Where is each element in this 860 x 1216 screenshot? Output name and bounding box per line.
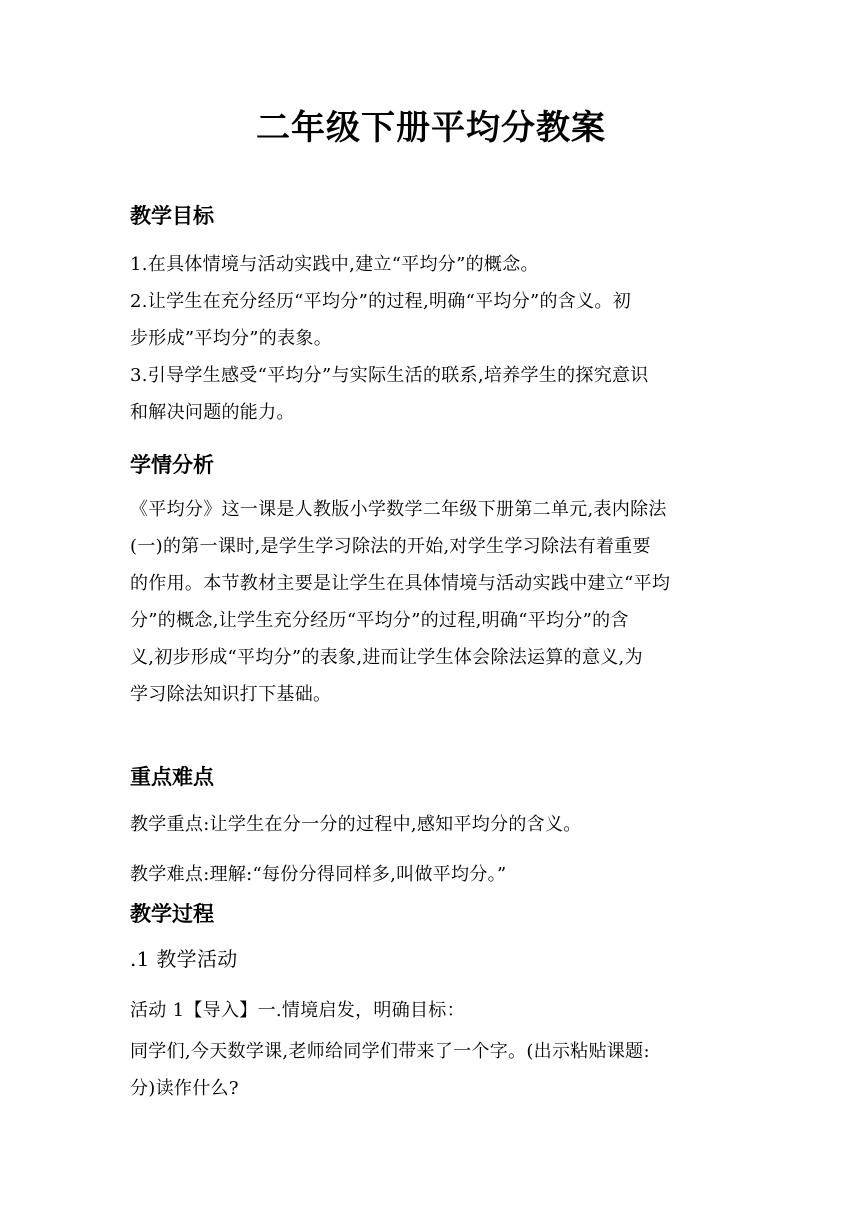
text-line: (一)的第一课时,是学生学习除法的开始,对学生学习除法有着重要 [130, 536, 651, 557]
text-line: 同学们,今天数学课,老师给同学们带来了一个字。(出示粘贴课题: [130, 1041, 650, 1062]
section-body-key-points [130, 806, 732, 893]
text-line: 教学重点:让学生在分一分的过程中,感知平均分的含义。 [130, 814, 582, 835]
section-heading-process: 教学过程 [130, 902, 214, 926]
section-body-process [130, 1033, 732, 1107]
text-line: 《平均分》这一课是人教版小学数学二年级下册第二单元,表内除法 [130, 499, 667, 520]
text-line: 的作用。本节教材主要是让学生在具体情境与活动实践中建立“平均 [130, 573, 671, 594]
text-line: 教学难点:理解:“每份分得同样多,叫做平均分。” [130, 864, 507, 885]
section-heading-analysis: 学情分析 [130, 453, 214, 477]
text-line: 学习除法知识打下基础。 [130, 684, 332, 705]
text-line: 步形成”平均分”的表象。 [130, 328, 333, 349]
section-heading-key-points: 重点难点 [130, 765, 214, 789]
text-line: 分)读作什么? [130, 1078, 239, 1099]
section-heading-objectives: 教学目标 [130, 204, 214, 228]
text-line: 3.引导学生感受“平均分”与实际生活的联系,培养学生的探究意识 [130, 365, 649, 386]
text-line: 和解决问题的能力。 [130, 402, 295, 423]
section-body-objectives [130, 246, 732, 431]
text-line: 分”的概念,让学生充分经历“平均分”的过程,明确“平均分”的含 [130, 610, 629, 631]
subsection-label [130, 941, 732, 978]
text-line: 1.在具体情境与活动实践中,建立“平均分”的概念。 [130, 254, 539, 275]
document-title: 二年级下册平均分教案 [256, 108, 606, 148]
activity-label [130, 992, 732, 1029]
text-line: 活动 1【导入】一.情境启发，明确目标： [130, 1000, 465, 1021]
text-line: 2.让学生在充分经历“平均分”的过程,明确“平均分”的含义。初 [130, 291, 632, 312]
section-body-analysis [130, 491, 732, 713]
text-line: .1 教学活动 [130, 947, 238, 971]
text-line: 义,初步形成“平均分”的表象,进而让学生体会除法运算的意义,为 [130, 647, 643, 668]
